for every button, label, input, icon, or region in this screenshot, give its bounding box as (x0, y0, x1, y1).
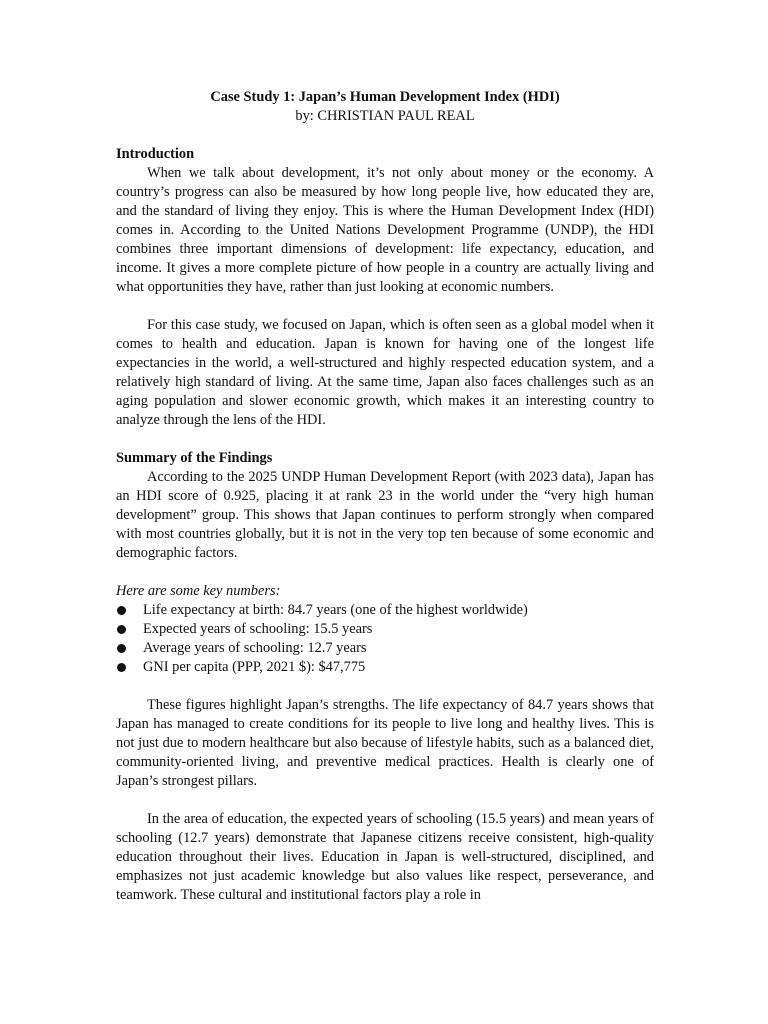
findings-heading: Summary of the Findings (116, 450, 273, 466)
analysis-paragraph-1: These figures highlight Japan’s strengths. The life expectancy of 84.7 years shows that Japan has managed to create conditions for its people to live long and healthy lives. This is not just due to modern healthcare but also because of lifestyle habits, such as a balanced diet, community-oriented living, and preventive medical practices. Health is clearly one of Japan’s strongest pillars. (116, 697, 654, 789)
introduction-paragraph-2: For this case study, we focused on Japan, which is often seen as a global model when it comes to health and education. Japan is known for having one of the longest life expectancies in the world, a well-structured and highly respected education system, and a relatively high standard of living. At the same time, Japan also faces challenges such as an aging population and slower economic growth, which makes it an interesting country to analyze through the lens of the HDI. (116, 317, 654, 428)
spacer (116, 791, 654, 810)
spacer (116, 563, 654, 582)
key-numbers-list (116, 601, 654, 677)
key-numbers-intro: Here are some key numbers: (116, 583, 281, 599)
introduction-paragraph-1: When we talk about development, it’s not only about money or the economy. A country’s progress can also be measured by how long people live, how educated they are, and the standard of living they enjoy. This is where the Human Development Index (HDI) comes in. According to the United Nations Development Programme (UNDP), the HDI combines three important dimensions of development: life expectancy, education, and income. It gives a more complete picture of how people in a country are actually living and what opportunities they have, rather than just looking at economic numbers. (116, 165, 654, 295)
bullet-icon (117, 606, 126, 615)
list-item (116, 620, 654, 639)
document-author: by: CHRISTIAN PAUL REAL (295, 108, 475, 124)
list-item (116, 601, 654, 620)
introduction-heading: Introduction (116, 146, 195, 162)
key-number-text: GNI per capita (PPP, 2021 $): $47,775 (143, 659, 366, 675)
key-number-text: Expected years of schooling: 15.5 years (143, 621, 373, 637)
document-page (116, 88, 654, 905)
list-item (116, 658, 654, 677)
bullet-icon (117, 625, 126, 634)
spacer (116, 677, 654, 696)
key-number-text: Life expectancy at birth: 84.7 years (one of the highest worldwide) (143, 602, 528, 618)
list-item (116, 639, 654, 658)
key-number-text: Average years of schooling: 12.7 years (143, 640, 367, 656)
analysis-paragraph-2: In the area of education, the expected years of schooling (15.5 years) and mean years of schooling (12.7 years) demonstrate that Japanese citizens receive consistent, high-quality education throughout their lives. Education in Japan is well-structured, disciplined, and emphasizes not just academic knowledge but also values like respect, perseverance, and teamwork. These cultural and institutional factors play a role in (116, 811, 654, 903)
bullet-icon (117, 663, 126, 672)
document-title: Case Study 1: Japan’s Human Development Index (HDI) (210, 89, 560, 105)
spacer (116, 126, 654, 145)
findings-paragraph: According to the 2025 UNDP Human Development Report (with 2023 data), Japan has an HDI score of 0.925, placing it at rank 23 in the world under the “very high human development” group. This shows that Japan continues to perform strongly when compared with most countries globally, but it is not in the very top ten because of some economic and demographic factors. (116, 469, 654, 561)
spacer (116, 430, 654, 449)
spacer (116, 297, 654, 316)
bullet-icon (117, 644, 126, 653)
